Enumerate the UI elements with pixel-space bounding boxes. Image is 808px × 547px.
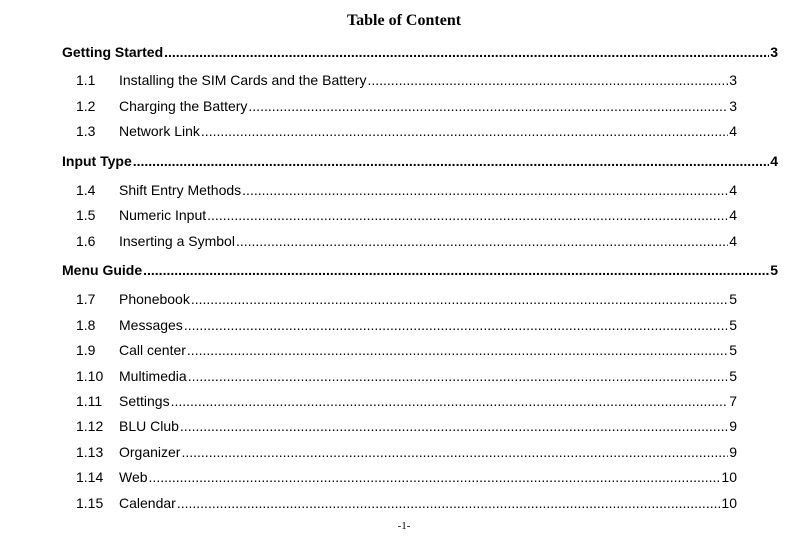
entry-number: 1.4 xyxy=(76,182,96,198)
leader-dots xyxy=(164,44,769,60)
page-number: 9 xyxy=(729,418,737,434)
page-number: 4 xyxy=(729,233,737,249)
leader-dots xyxy=(133,153,769,169)
section-label: Input Type xyxy=(62,153,132,169)
leader-dots xyxy=(187,342,728,358)
entry-label: Network Link xyxy=(119,123,200,139)
entry-number: 1.11 xyxy=(76,393,103,409)
entry-label: BLU Club xyxy=(119,418,179,434)
entry-number: 1.10 xyxy=(76,368,104,384)
leader-dots xyxy=(367,72,728,88)
page-number: 4 xyxy=(729,123,737,139)
entry-label: Messages xyxy=(119,317,183,333)
leader-dots xyxy=(149,469,721,485)
toc-section-getting-started[interactable] xyxy=(62,44,778,64)
leader-dots xyxy=(207,207,728,223)
leader-dots xyxy=(248,98,728,114)
toc-entry[interactable] xyxy=(76,291,737,311)
entry-label: Shift Entry Methods xyxy=(119,182,242,198)
entry-label: Organizer xyxy=(119,444,181,460)
toc-entry[interactable] xyxy=(76,418,737,438)
leader-dots xyxy=(171,393,729,409)
entry-label: Installing the SIM Cards and the Battery xyxy=(119,72,367,88)
leader-dots xyxy=(184,317,728,333)
leader-dots xyxy=(236,233,728,249)
entry-number: 1.2 xyxy=(76,98,96,114)
toc-entry[interactable] xyxy=(76,444,737,464)
entry-number: 1.12 xyxy=(76,418,104,434)
page-number: 4 xyxy=(729,207,737,223)
entry-number: 1.3 xyxy=(76,123,96,139)
entry-label: Calendar xyxy=(119,495,176,511)
entry-label: Charging the Battery xyxy=(119,98,248,114)
entry-label: Call center xyxy=(119,342,186,358)
page-number: 5 xyxy=(729,291,737,307)
entry-number: 1.1 xyxy=(76,72,96,88)
leader-dots xyxy=(180,418,728,434)
page-number: 3 xyxy=(729,98,737,114)
page-number: 9 xyxy=(729,444,737,460)
entry-label: Web xyxy=(119,469,148,485)
page-number: 3 xyxy=(729,72,737,88)
page-title: Table of Content xyxy=(346,12,462,29)
toc-entry[interactable] xyxy=(76,182,737,202)
entry-number: 1.5 xyxy=(76,207,96,223)
section-label: Getting Started xyxy=(62,44,164,60)
leader-dots xyxy=(181,444,728,460)
entry-label: Inserting a Symbol xyxy=(119,233,235,249)
entry-number: 1.9 xyxy=(76,342,96,358)
leader-dots xyxy=(143,262,769,278)
toc-entry[interactable] xyxy=(76,368,737,388)
toc-entry[interactable] xyxy=(76,207,737,227)
leader-dots xyxy=(242,182,728,198)
entry-number: 1.7 xyxy=(76,291,96,307)
entry-label: Phonebook xyxy=(119,291,190,307)
toc-entry[interactable] xyxy=(76,342,737,362)
toc-section-input-type[interactable] xyxy=(62,153,778,173)
toc-entry[interactable] xyxy=(76,393,737,413)
page-number: 3 xyxy=(770,44,778,60)
entry-number: 1.6 xyxy=(76,233,96,249)
page-number: 10 xyxy=(721,469,737,485)
page-number: 5 xyxy=(770,262,778,278)
toc-entry[interactable] xyxy=(76,469,737,489)
leader-dots xyxy=(188,368,729,384)
entry-label: Settings xyxy=(119,393,170,409)
entry-number: 1.14 xyxy=(76,469,104,485)
toc-entry[interactable] xyxy=(76,317,737,337)
leader-dots xyxy=(201,123,728,139)
page-number: 5 xyxy=(729,368,737,384)
leader-dots xyxy=(177,495,721,511)
entry-label: Multimedia xyxy=(119,368,187,384)
page-footer-number: -1- xyxy=(397,520,411,532)
toc-entry[interactable] xyxy=(76,233,737,253)
page-number: 7 xyxy=(729,393,737,409)
toc-entry[interactable] xyxy=(76,495,737,515)
toc-entry[interactable] xyxy=(76,123,737,143)
toc-entry[interactable] xyxy=(76,98,737,118)
page-number: 5 xyxy=(729,342,737,358)
entry-number: 1.13 xyxy=(76,444,104,460)
section-label: Menu Guide xyxy=(62,262,143,278)
entry-label: Numeric Input xyxy=(119,207,207,223)
entry-number: 1.15 xyxy=(76,495,104,511)
entry-number: 1.8 xyxy=(76,317,96,333)
page-number: 5 xyxy=(729,317,737,333)
page-number: 10 xyxy=(721,495,737,511)
page-number: 4 xyxy=(729,182,737,198)
toc-entry[interactable] xyxy=(76,72,737,92)
page-number: 4 xyxy=(770,153,778,169)
leader-dots xyxy=(191,291,728,307)
toc-section-menu-guide[interactable] xyxy=(62,262,778,282)
